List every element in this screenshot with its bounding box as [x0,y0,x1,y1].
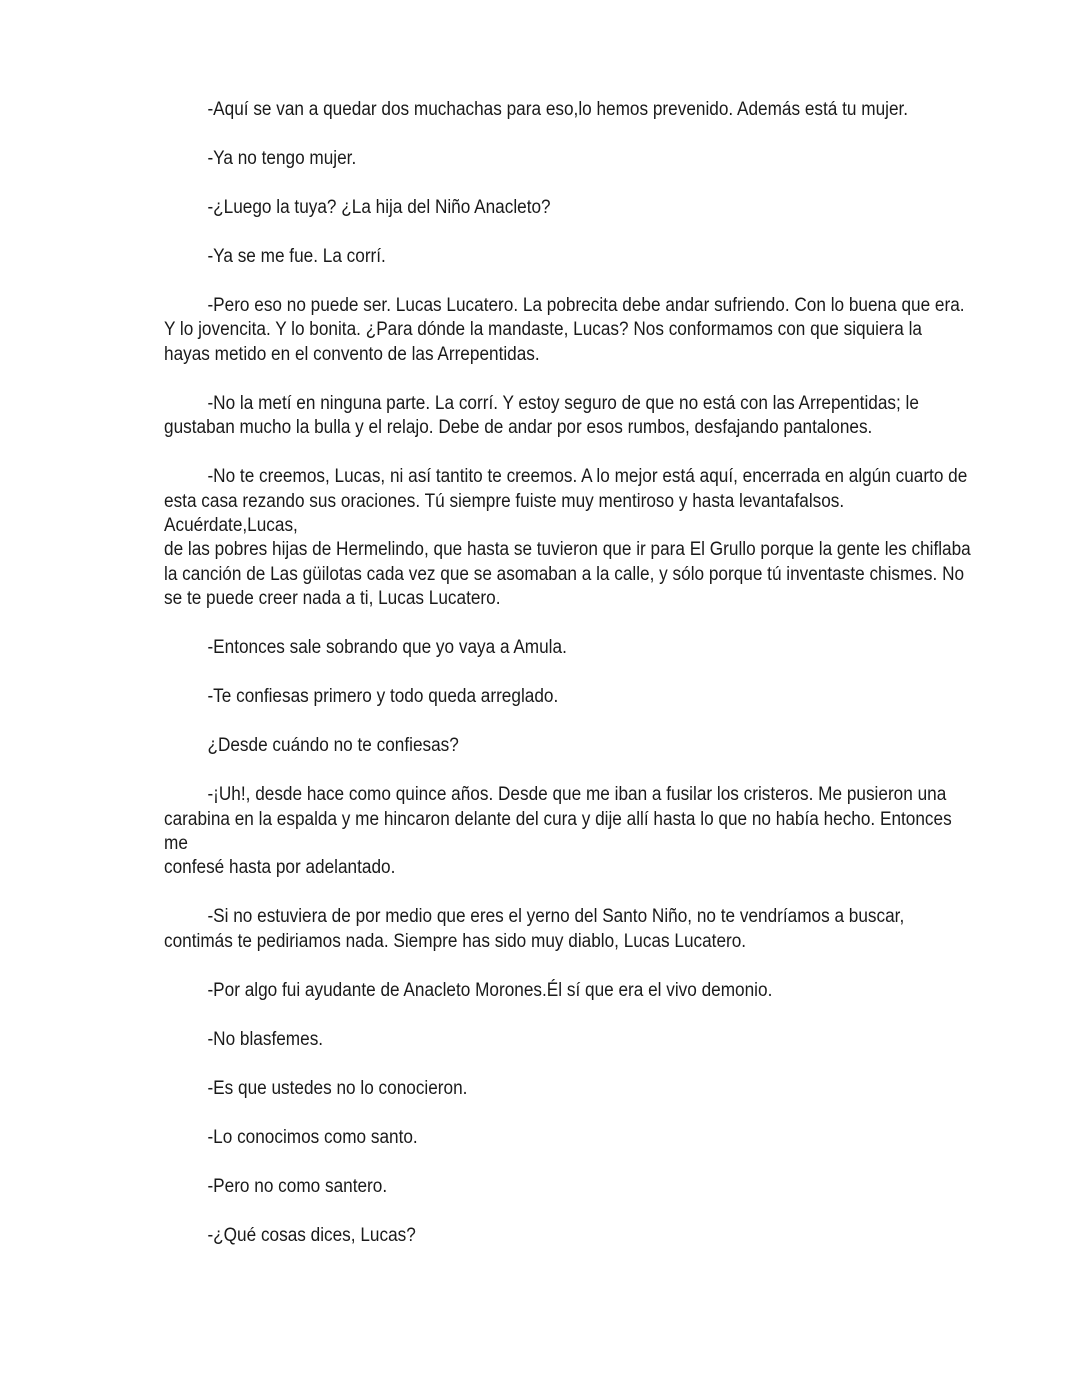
text-line: -Es que ustedes no lo conocieron. [207,1077,468,1099]
text-line: -Lo conocimos como santo. [207,1126,418,1148]
text-line: -Ya no tengo mujer. [207,148,357,169]
text-line: contimás te pediriamos nada. Siempre has sido muy diablo, Lucas Lucatero. [164,930,747,952]
paragraph [164,294,986,367]
text-line: me [164,833,188,855]
text-line: -Entonces sale sobrando que yo vaya a Amula. [207,637,567,659]
text-line: la canción de Las güilotas cada vez que se asomaban a la calle, y sólo porque tú inventaste chismes. No [164,563,965,585]
paragraph [164,1175,986,1199]
text-line: de las pobres hijas de Hermelindo, que hasta se tuvieron que ir para El Grullo porque la gente les chiflaba [164,539,971,561]
text-line: -No te creemos, Lucas, ni así tantito te creemos. A lo mejor está aquí, encerrada en algún cuarto de [207,466,968,488]
paragraph [164,98,986,122]
text-line: se te puede creer nada a ti, Lucas Lucatero. [164,588,501,610]
paragraph [164,734,986,758]
text-line: -Ya se me fue. La corrí. [207,246,386,267]
paragraph [164,465,986,611]
paragraph [164,1077,986,1101]
text-line: -Aquí se van a quedar dos muchachas para eso,lo hemos prevenido. Además está tu mujer. [207,99,909,120]
paragraph [164,636,986,660]
text-line: Acuérdate,Lucas, [164,515,298,537]
text-line: -Por algo fui ayudante de Anacleto Morones.Él sí que era el vivo demonio. [207,979,773,1001]
text-line: carabina en la espalda y me hincaron delante del cura y dije allí hasta lo que no había hecho. Entonces [164,808,952,830]
text-line: hayas metido en el convento de las Arrepentidas. [164,343,540,365]
paragraph [164,783,986,881]
paragraph [164,196,986,220]
paragraph [164,905,986,954]
text-line: -Te confiesas primero y todo queda arreglado. [207,686,559,708]
text-line: -Pero no como santero. [207,1175,388,1197]
text-line: -No blasfemes. [207,1028,324,1050]
text-line: ¿Desde cuándo no te confiesas? [207,735,459,757]
body-text [164,98,986,1273]
text-line: -¿Qué cosas dices, Lucas? [207,1224,416,1246]
paragraph [164,245,986,269]
text-line: -Pero eso no puede ser. Lucas Lucatero. La pobrecita debe andar sufriendo. Con lo buena que era. [207,295,965,316]
paragraph [164,1224,986,1248]
text-line: -Si no estuviera de por medio que eres el yerno del Santo Niño, no te vendríamos a buscar, [207,906,905,928]
text-line: Y lo jovencita. Y lo bonita. ¿Para dónde la mandaste, Lucas? Nos conformamos con que siquiera la [164,319,922,341]
paragraph [164,685,986,709]
text-line: gustaban mucho la bulla y el relajo. Debe de andar por esos rumbos, desfajando pantalones. [164,417,873,439]
text-line: confesé hasta por adelantado. [164,857,396,879]
text-line: -¡Uh!, desde hace como quince años. Desde que me iban a fusilar los cristeros. Me pusieron una [207,784,947,806]
paragraph [164,1028,986,1052]
text-line: -No la metí en ninguna parte. La corrí. Y estoy seguro de que no está con las Arrepentidas; le [207,392,919,414]
text-line: esta casa rezando sus oraciones. Tú siempre fuiste muy mentiroso y hasta levantafalsos. [164,490,845,512]
paragraph [164,1126,986,1150]
paragraph [164,392,986,441]
paragraph [164,979,986,1003]
text-line: -¿Luego la tuya? ¿La hija del Niño Anacleto? [207,197,551,218]
paragraph [164,147,986,171]
